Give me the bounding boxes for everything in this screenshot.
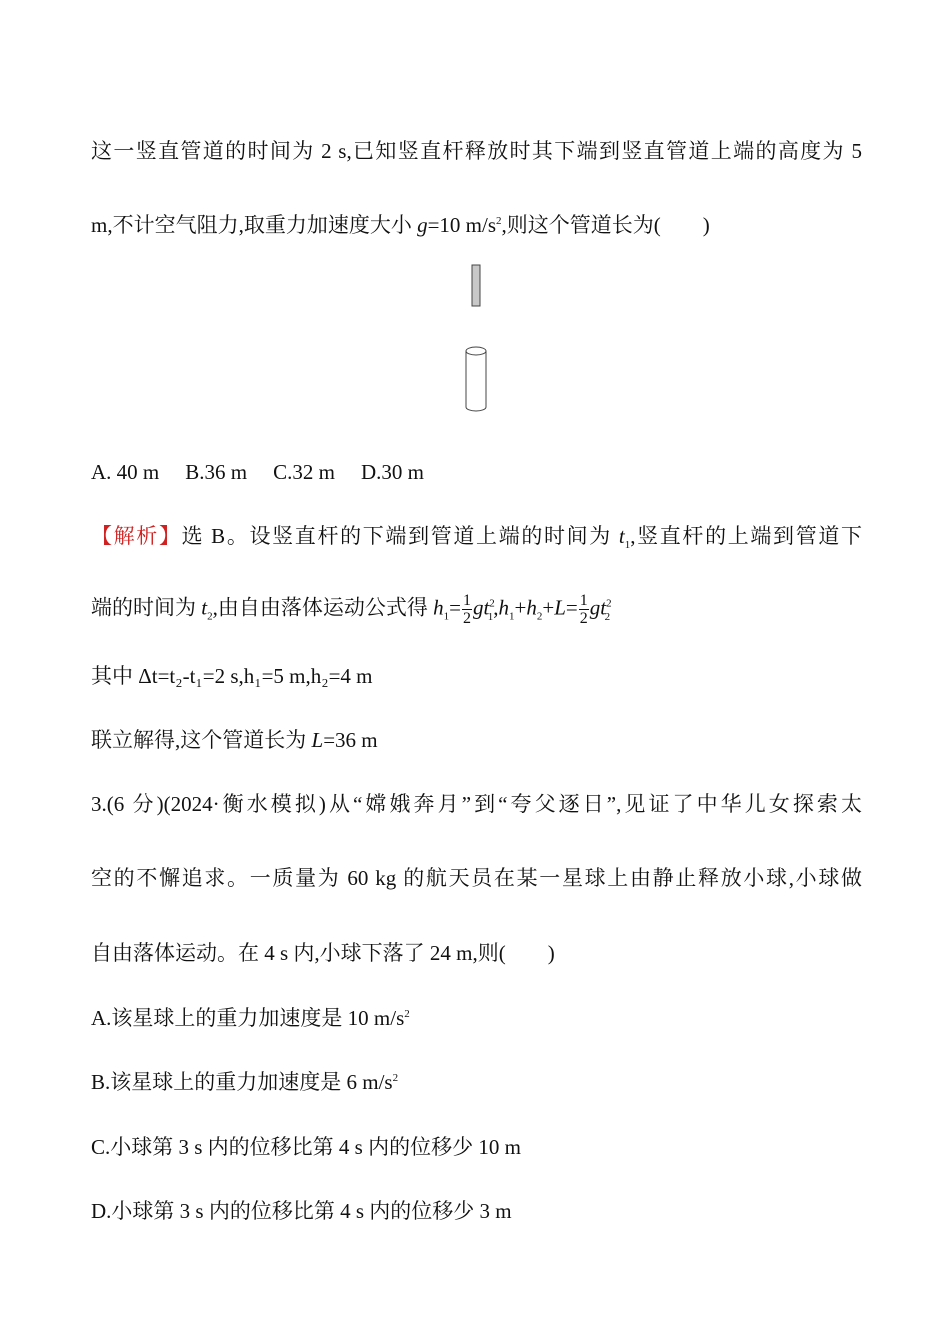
analysis-line-1: 【解析】选 B。设竖直杆的下端到管道上端的时间为 $t_1$,竖直杆的上端到管道下	[91, 524, 863, 552]
analysis-line-3: 其中 Δt=t₂-t₁=2 s,h₁=5 m,h₂=4 m	[91, 664, 373, 688]
question3-option-a: A.该星球上的重力加速度是 10 $m/s^2$	[91, 1006, 410, 1030]
fraction-half: $\frac{1}{2}$	[462, 592, 471, 627]
option-b: B.36 m	[185, 460, 248, 484]
question3-option-c: C.小球第 3 s 内的位移比第 4 s 内的位移少 10 m	[91, 1135, 521, 1159]
question3-line-2: 空的不懈追求。一质量为 60 kg 的航天员在某一星球上由静止释放小球,小球做	[91, 866, 862, 890]
rod-and-pipe-figure	[456, 260, 496, 420]
option-c: C.32 m	[273, 460, 335, 484]
fraction-half-2: $\frac{1}{2}$	[579, 592, 588, 627]
answer-options	[91, 458, 862, 486]
problem-text-line-2: m,不计空气阻力,取重力加速度大小 g=10 $m/s^2$,则这个管道长为( )	[91, 213, 710, 237]
analysis-tag: 【解析】	[91, 524, 182, 548]
analysis-line-4: 联立解得,这个管道长为 L=36 m	[91, 728, 378, 752]
option-d: D.30 m	[360, 460, 424, 484]
analysis-line-2: 端的时间为 $t_2$,由自由落体运动公式得 $h_1=$ $\frac{1}{2}$ $gt^2_1,h_1+h_2+L=$ $\frac{1}{2}$ $gt^2_2$	[91, 592, 612, 627]
problem-text-line-1: 这一竖直管道的时间为 2 s,已知竖直杆释放时其下端到竖直管道上端的高度为 5	[91, 139, 862, 163]
question3-option-b: B.该星球上的重力加速度是 6 $m/s^2$	[91, 1070, 399, 1094]
vertical-rod	[472, 265, 480, 306]
option-a: A. 40 m	[91, 460, 160, 484]
question3-line-1: 3.(6 分)(2024·衡水模拟)从“嫦娥奔月”到“夸父逐日”,见证了中华儿女探索太	[91, 792, 862, 816]
question3-option-d: D.小球第 3 s 内的位移比第 4 s 内的位移少 3 m	[91, 1199, 512, 1223]
question3-line-3: 自由落体运动。在 4 s 内,小球下落了 24 m,则( )	[91, 941, 555, 965]
vertical-pipe	[466, 347, 486, 411]
